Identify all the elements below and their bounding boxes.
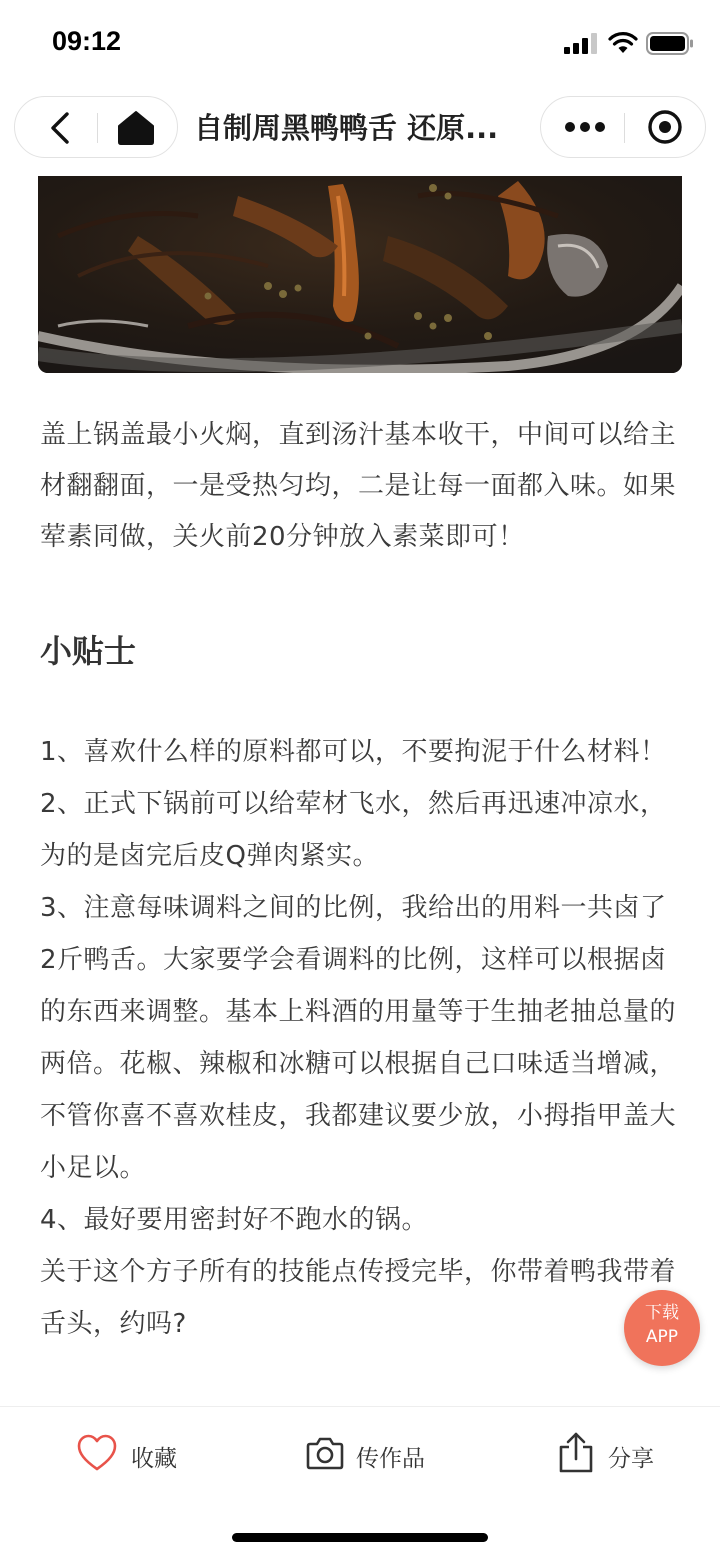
download-app-button[interactable] (624, 1290, 700, 1366)
heart-icon (76, 1433, 118, 1473)
more-icon[interactable] (563, 119, 607, 135)
upload-work-label: 传作品 (356, 1446, 425, 1472)
download-label: 下载 (645, 1303, 679, 1323)
status-bar (0, 0, 720, 88)
nav-left-capsule (14, 96, 178, 158)
battery-icon (646, 32, 694, 55)
closing-remark: 关于这个方子所有的技能点传授完毕，你带着鸭我带着舌头，约吗? (40, 1257, 677, 1339)
tip-item-1: 1、喜欢什么样的原料都可以，不要拘泥于什么材料！ (40, 737, 667, 767)
tip-item-4: 4、最好要用密封好不跑水的锅。 (40, 1205, 429, 1235)
nav-right-capsule (540, 96, 706, 158)
tips-list (40, 726, 680, 1350)
page-title: 自制周黑鸭鸭舌 还原... (194, 111, 499, 145)
home-indicator (232, 1533, 488, 1542)
favorite-button[interactable] (76, 1433, 186, 1477)
capsule-divider (624, 113, 625, 143)
capsule-divider (97, 113, 98, 143)
close-miniprogram-icon[interactable] (647, 109, 683, 145)
tip-item-3: 3、注意每味调料之间的比例，我给出的用料一共卤了2斤鸭舌。大家要学会看调料的比例，这样可以根据卤的东西来调整。基本上料酒的用量等于生抽老抽总量的两倍。花椒、辣椒和冰糖可以根据自己口味适当增减，不管你喜不喜欢桂皮，我都建议要少放，小拇指甲盖大小足以。 (40, 893, 677, 1183)
share-label: 分享 (608, 1446, 654, 1472)
nav-bar (0, 92, 720, 164)
camera-icon (306, 1435, 344, 1471)
wifi-icon (608, 31, 638, 55)
share-icon (558, 1431, 594, 1473)
share-button[interactable] (558, 1433, 668, 1477)
status-time: 09:12 (52, 26, 122, 56)
tips-heading: 小贴士 (40, 632, 137, 670)
upload-work-button[interactable] (306, 1433, 436, 1477)
recipe-step-photo (38, 176, 682, 373)
tip-item-2: 2、正式下锅前可以给荤材飞水，然后再迅速冲凉水，为的是卤完后皮Q弹肉紧实。 (40, 789, 667, 871)
home-icon[interactable] (117, 110, 155, 146)
signal-icon (564, 32, 600, 54)
favorite-label: 收藏 (131, 1446, 177, 1472)
back-icon[interactable] (45, 111, 79, 145)
step-description: 盖上锅盖最小火焖，直到汤汁基本收干，中间可以给主材翻翻面，一是受热匀均，二是让每一面都入味。如果荤素同做，关火前20分钟放入素菜即可！ (40, 420, 677, 552)
braised-duck-tongue-image (38, 176, 682, 373)
app-label: APP (645, 1327, 679, 1347)
